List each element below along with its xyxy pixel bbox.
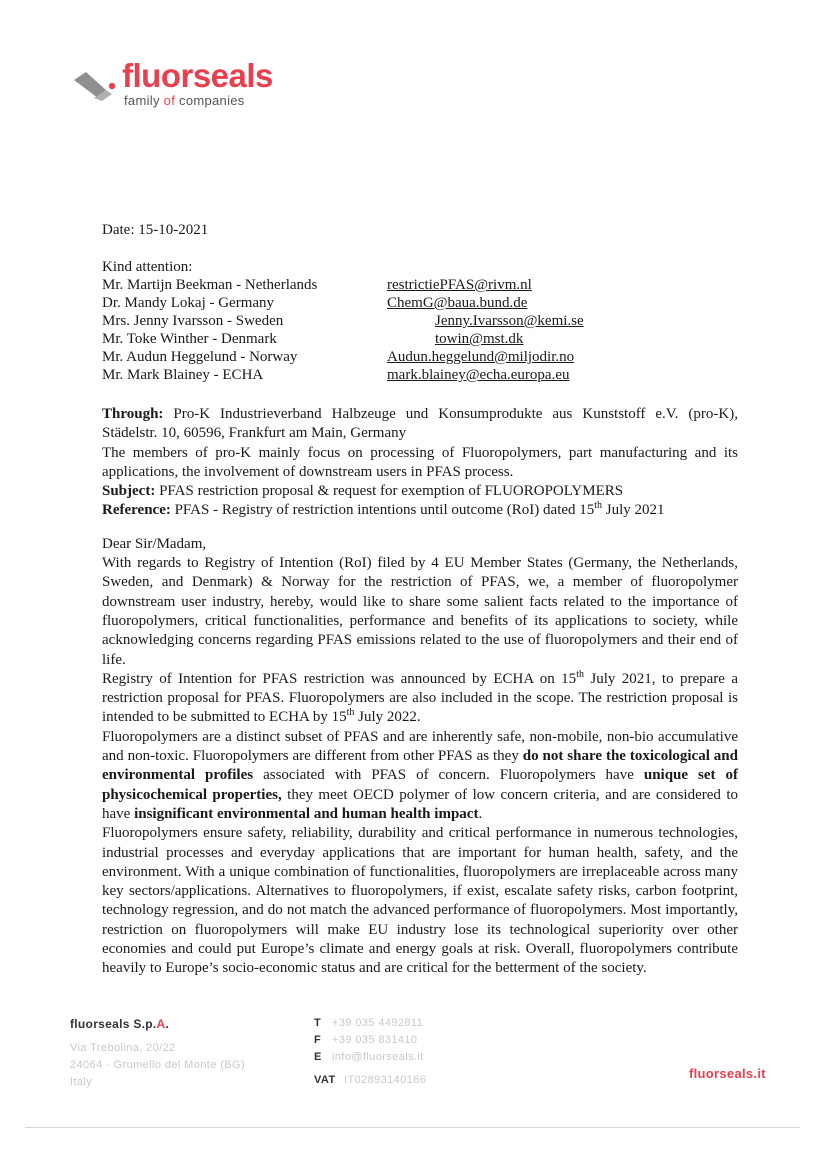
reference-line: Reference: PFAS - Registry of restriction intentions until outcome (RoI) dated 15th July 2021	[102, 500, 665, 519]
footer-address	[70, 1040, 245, 1091]
salutation: Dear Sir/Madam,	[102, 535, 207, 552]
company-logo	[72, 57, 292, 110]
recipient-name: Mrs. Jenny Ivarsson - Sweden	[102, 313, 284, 329]
recipients-emails	[387, 276, 584, 384]
subject-line: Subject: PFAS restriction proposal & request for exemption of FLUOROPOLYMERS	[102, 483, 624, 500]
recipient-name: Mr. Audun Heggelund - Norway	[102, 349, 298, 365]
contact-vat: VAT IT02893140166	[314, 1074, 427, 1086]
recipients-names	[102, 258, 317, 384]
contact-phone: T +39 035 4492811	[314, 1017, 424, 1029]
logo-mark-icon	[72, 68, 120, 102]
attention-heading: Kind attention:	[102, 259, 193, 275]
letter-body	[102, 405, 738, 979]
recipient-email-link[interactable]: mark.blainey@echa.europa.eu	[387, 367, 570, 383]
logo-wordmark: fluorseals	[122, 57, 273, 94]
recipient-email-link[interactable]: towin@mst.dk	[435, 331, 524, 347]
recipient-name: Dr. Mandy Lokaj - Germany	[102, 295, 275, 311]
contact-email: E info@fluorseals.it	[314, 1051, 424, 1063]
contact-fax: F +39 035 831410	[314, 1034, 418, 1046]
paragraph-3: Fluoropolymers are a distinct subset of PFAS and are inherently safe, non-mobile, non-bio accumulative and non-toxic. Fluoropolymers are different from other PFAS as they do not share the toxicological and environmental profiles associated with PFAS of concern. Fluoropolymers have unique set of physicochemical properties, they meet OECD polymer of low concern criteria, and are considered to have insignificant environmental and human health impact.	[102, 728, 738, 822]
footer-contacts	[314, 1015, 426, 1089]
recipient-email-link[interactable]: ChemG@baua.bund.de	[387, 295, 528, 311]
recipient-email-link[interactable]: restrictiePFAS@rivm.nl	[387, 277, 532, 293]
recipient-name: Mr. Martijn Beekman - Netherlands	[102, 277, 318, 293]
letter-date: Date: 15-10-2021	[102, 222, 209, 238]
logo-tagline: family of companies	[124, 93, 245, 108]
address-line: 24064 · Grumello del Monte (BG)	[70, 1059, 246, 1071]
footer-divider	[25, 1127, 800, 1128]
paragraph-4: Fluoropolymers ensure safety, reliability, durability and critical performance in numerous technologies, industrial processes and everyday applications that are important for human health, safety, and the environment. With a unique combination of functionalities, fluoropolymers are irreplaceable across many key sectors/applications. Alternatives to fluoropolymers, if exist, escalate safety risks, carbon footprint, technology regression, and do not match the advanced performance of fluoropolymers. Most importantly, restriction on fluoropolymers will make EU industry lose its technological superiority over other economies and could put Europe’s climate and energy goals at risk. Overall, fluoropolymers contribute heavily to Europe’s socio-economic status and are critical for the betterment of the society.	[102, 825, 738, 977]
recipient-email-link[interactable]: Jenny.Ivarsson@kemi.se	[435, 313, 584, 329]
through-line: Through: Pro-K Industrieverband Halbzeuge und Konsumprodukte aus Kunststoff e.V. (pro-K), Städelstr. 10, 60596, Frankfurt am Main, Germany	[102, 406, 738, 442]
address-line: Via Trebolina, 20/22	[70, 1042, 176, 1054]
paragraph-2: Registry of Intention for PFAS restriction was announced by ECHA on 15th July 2021, to prepare a restriction proposal for PFAS. Fluoropolymers are also included in the scope. The restriction proposal is intended to be submitted to ECHA by 15th July 2022.	[102, 668, 738, 726]
recipient-name: Mr. Mark Blainey - ECHA	[102, 367, 264, 383]
address-line: Italy	[70, 1076, 93, 1088]
paragraph-1: With regards to Registry of Intention (RoI) filed by 4 EU Member States (Germany, the Netherlands, Sweden, and Denmark) & Norway for the restriction of PFAS, we, a member of fluoropolymer downstream user industry, hereby, would like to share some salient facts related to the importance of fluoropolymers, critical functionalities, performance and benefits of its applications to society, while acknowledging concerns regarding PFAS emissions related to the use of fluoropolymers and their end of life.	[102, 555, 738, 668]
recipient-name: Mr. Toke Winther - Denmark	[102, 331, 277, 347]
footer-company-name: fluorseals S.p.A.	[70, 1017, 170, 1031]
members-paragraph: The members of pro-K mainly focus on processing of Fluoropolymers, part manufacturing and its applications, the involvement of downstream users in PFAS process.	[102, 444, 738, 480]
recipient-email-link[interactable]: Audun.heggelund@miljodir.no	[387, 349, 575, 365]
footer-website[interactable]: fluorseals.it	[689, 1066, 766, 1081]
